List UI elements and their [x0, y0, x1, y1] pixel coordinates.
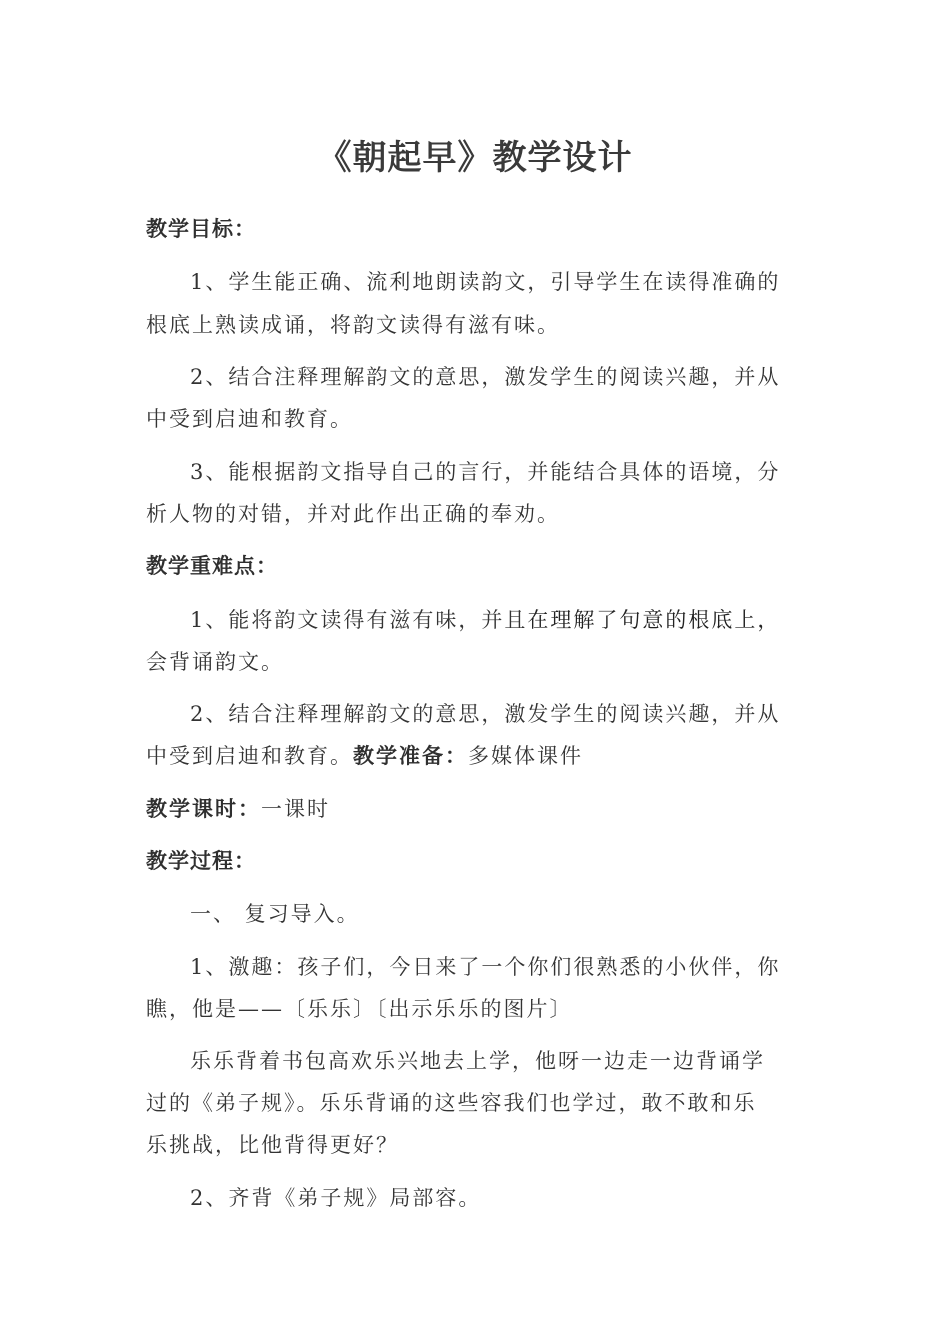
key-point-1-line-2: 会背诵韵文。 — [146, 650, 284, 674]
objective-3-line-2: 析人物的对错，并对此作出正确的奉劝。 — [146, 502, 560, 526]
key-point-1-text-a: 1、能将韵文读得有滋有味，并且 — [190, 608, 528, 632]
time-line — [146, 794, 806, 824]
objectives-heading: 教学目标： — [146, 216, 256, 241]
key-points-heading: 教学重难点： — [146, 553, 278, 578]
objective-1-line-1: 1、学生能正确、流利地朗读韵文，引导学生在读得准确的 — [190, 270, 781, 294]
objective-1-line-2: 根底上熟读成诵，将韵文读得有滋有味。 — [146, 313, 560, 337]
prep-value: 多媒体课件 — [468, 744, 583, 768]
objective-3-line-1: 3、能根据韵文指导自己的言行，并能结合具体的语境，分 — [190, 460, 781, 484]
objective-2-line-2: 中受到启迪和教育。 — [146, 407, 353, 431]
step-1-2: 2、齐背《弟子规》局部容。 — [190, 1186, 482, 1210]
paragraph-line-3: 乐挑战，比他背得更好？ — [146, 1133, 399, 1157]
step-1: 一、 复习导入。 — [190, 902, 360, 926]
key-point-2-line-1: 2、结合注释理解韵文的意思，激发学生的阅读兴趣，并从 — [190, 702, 781, 726]
key-point-1-text-b: 在理解了句意的根底上， — [527, 608, 781, 632]
step-1-1-line-1: 1、激趣：孩子们，今日来了一个你们很熟悉的小伙伴，你 — [190, 955, 781, 979]
process-heading: 教学过程： — [146, 848, 256, 873]
step-1-1-line-2: 瞧，他是——〔乐乐〕〔出示乐乐的图片〕 — [146, 997, 573, 1021]
key-point-2-text: 中受到启迪和教育。 — [146, 744, 353, 768]
key-point-2-line-2 — [146, 741, 806, 771]
document-title: 《朝起早》教学设计 — [317, 138, 633, 178]
key-point-1-line-1 — [190, 605, 806, 635]
time-value: 一课时 — [261, 797, 330, 821]
paragraph-line-2: 过的《弟子规》。乐乐背诵的这些容我们也学过，敢不敢和乐 — [146, 1091, 757, 1115]
time-label: 教学课时： — [146, 796, 261, 821]
prep-label: 教学准备： — [353, 743, 468, 768]
objective-2-line-1: 2、结合注释理解韵文的意思，激发学生的阅读兴趣，并从 — [190, 365, 781, 389]
paragraph-line-1: 乐乐背着书包高欢乐兴地去上学，他呀一边走一边背诵学 — [190, 1049, 765, 1073]
